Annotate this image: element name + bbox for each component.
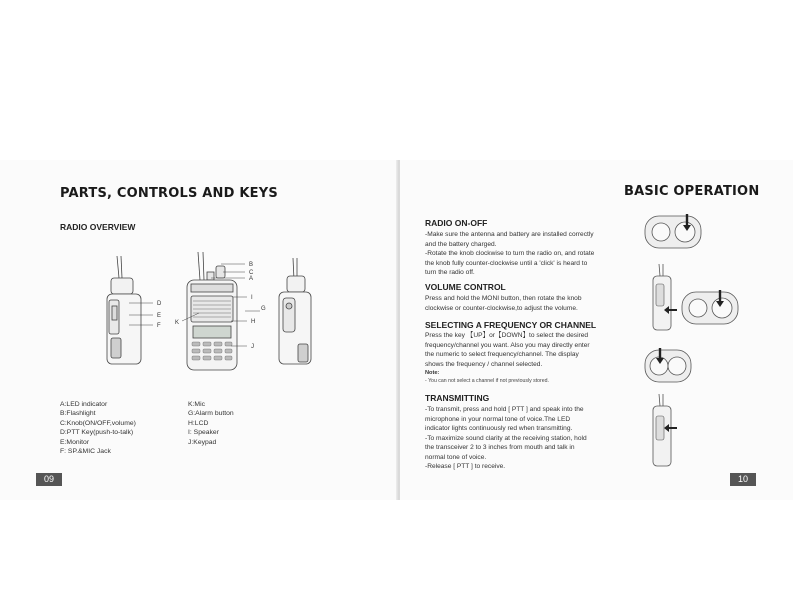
- legend-item-g: G:Alarm button: [188, 410, 234, 418]
- section-title-transmitting: TRANSMITTING: [425, 393, 490, 403]
- callout-i: I: [251, 295, 253, 301]
- right-page: [400, 160, 793, 500]
- page-number-right: 10: [730, 473, 756, 486]
- text-line: -Release [ PTT ] to receive.: [425, 463, 506, 470]
- text-line: -Rotate the knob clockwise to turn the radio on, and rotate: [425, 250, 595, 257]
- radio-front-view: [187, 252, 237, 370]
- parts-legend-right: [188, 400, 234, 447]
- callout-k: K: [175, 320, 180, 326]
- parts-legend-left: [60, 400, 136, 456]
- text-line: indicator lights continuously red when transmitting.: [425, 425, 573, 432]
- text-line: normal tone of voice.: [425, 453, 487, 461]
- legend-item-f: F: SP.&MIC Jack: [60, 448, 111, 456]
- left-page: [0, 160, 398, 500]
- text-line: frequency/channel you want. Also you may directly enter: [425, 341, 590, 349]
- text-line: Press the key 【UP】or【DOWN】to select the desired: [425, 332, 589, 339]
- text-line: -To transmit, press and hold [ PTT ] and speak into the: [425, 406, 584, 413]
- text-line: Press and hold the MONI button, then rotate the knob: [425, 295, 582, 302]
- page-heading-basic-operation: BASIC OPERATION: [624, 184, 760, 199]
- legend-item-b: B:Flashlight: [60, 410, 96, 418]
- note-label: Note:: [425, 370, 440, 376]
- text-line: the transceiver 2 to 3 inches from mouth and talk in: [425, 444, 575, 451]
- legend-item-k: K:Mic: [188, 401, 205, 408]
- legend-item-j: J:Keypad: [188, 438, 217, 446]
- legend-item-e: E:Monitor: [60, 438, 90, 446]
- callout-e: E: [157, 313, 162, 319]
- text-line: shows the frequency / channel selected.: [425, 360, 543, 368]
- callout-d: D: [157, 301, 162, 307]
- text-line: microphone in your normal tone of voice.The LED: [425, 415, 571, 423]
- text-line: clockwise or counter-clockwise,to adjust the volume.: [425, 304, 578, 312]
- legend-item-h: H:LCD: [188, 419, 209, 427]
- page-number-left: 09: [36, 473, 62, 486]
- text-line: -Make sure the antenna and battery are installed correctly: [425, 231, 594, 238]
- knob-illustration-top: [643, 212, 703, 252]
- text-line: turn the radio off.: [425, 269, 475, 276]
- radio-side-illustration-ptt: [647, 394, 677, 470]
- text-line: the knob fully counter-clockwise until a 'click' is heard to: [425, 259, 588, 267]
- section-text-volume-control: [425, 294, 582, 313]
- section-text-transmitting: [425, 405, 587, 472]
- section-text-radio-on-off: [425, 230, 594, 278]
- legend-item-i: I: Speaker: [188, 429, 219, 437]
- legend-item-d: D:PTT Key(push-to-talk): [60, 429, 134, 437]
- callout-f: F: [157, 323, 161, 329]
- text-line: -To maximize sound clarity at the receiving station, hold: [425, 434, 587, 442]
- radio-side-view-right: [279, 258, 311, 364]
- text-line: and the battery charged.: [425, 240, 497, 248]
- radio-overview-heading: RADIO OVERVIEW: [60, 222, 136, 232]
- page-heading-parts: PARTS, CONTROLS AND KEYS: [60, 186, 278, 201]
- note-text: - You can not select a channel if not previously stored.: [425, 378, 549, 384]
- legend-item-c: C:Knob(ON/OFF,volume): [60, 419, 136, 427]
- section-text-selecting-frequency: [425, 331, 590, 369]
- radio-overview-diagram: [95, 248, 335, 373]
- manual-spread: [0, 160, 793, 500]
- callout-c: C: [249, 270, 254, 276]
- text-line: the numeric to select frequency/channel. The display: [425, 351, 579, 358]
- radio-side-view-left: [107, 256, 141, 364]
- knob-illustration-volume: [680, 288, 740, 328]
- section-title-radio-on-off: RADIO ON-OFF: [425, 218, 488, 228]
- section-title-selecting-frequency: SELECTING A FREQUENCY OR CHANNEL: [425, 320, 597, 330]
- callout-a: A: [249, 276, 254, 282]
- radio-side-illustration-moni: [647, 264, 677, 334]
- callout-g: G: [261, 306, 266, 312]
- callout-b: B: [249, 262, 254, 268]
- knob-illustration-channel: [643, 346, 693, 386]
- callout-h: H: [251, 319, 256, 325]
- callout-j: J: [251, 344, 254, 350]
- section-title-volume-control: VOLUME CONTROL: [425, 282, 506, 292]
- legend-item-a: A:LED indicator: [60, 401, 108, 408]
